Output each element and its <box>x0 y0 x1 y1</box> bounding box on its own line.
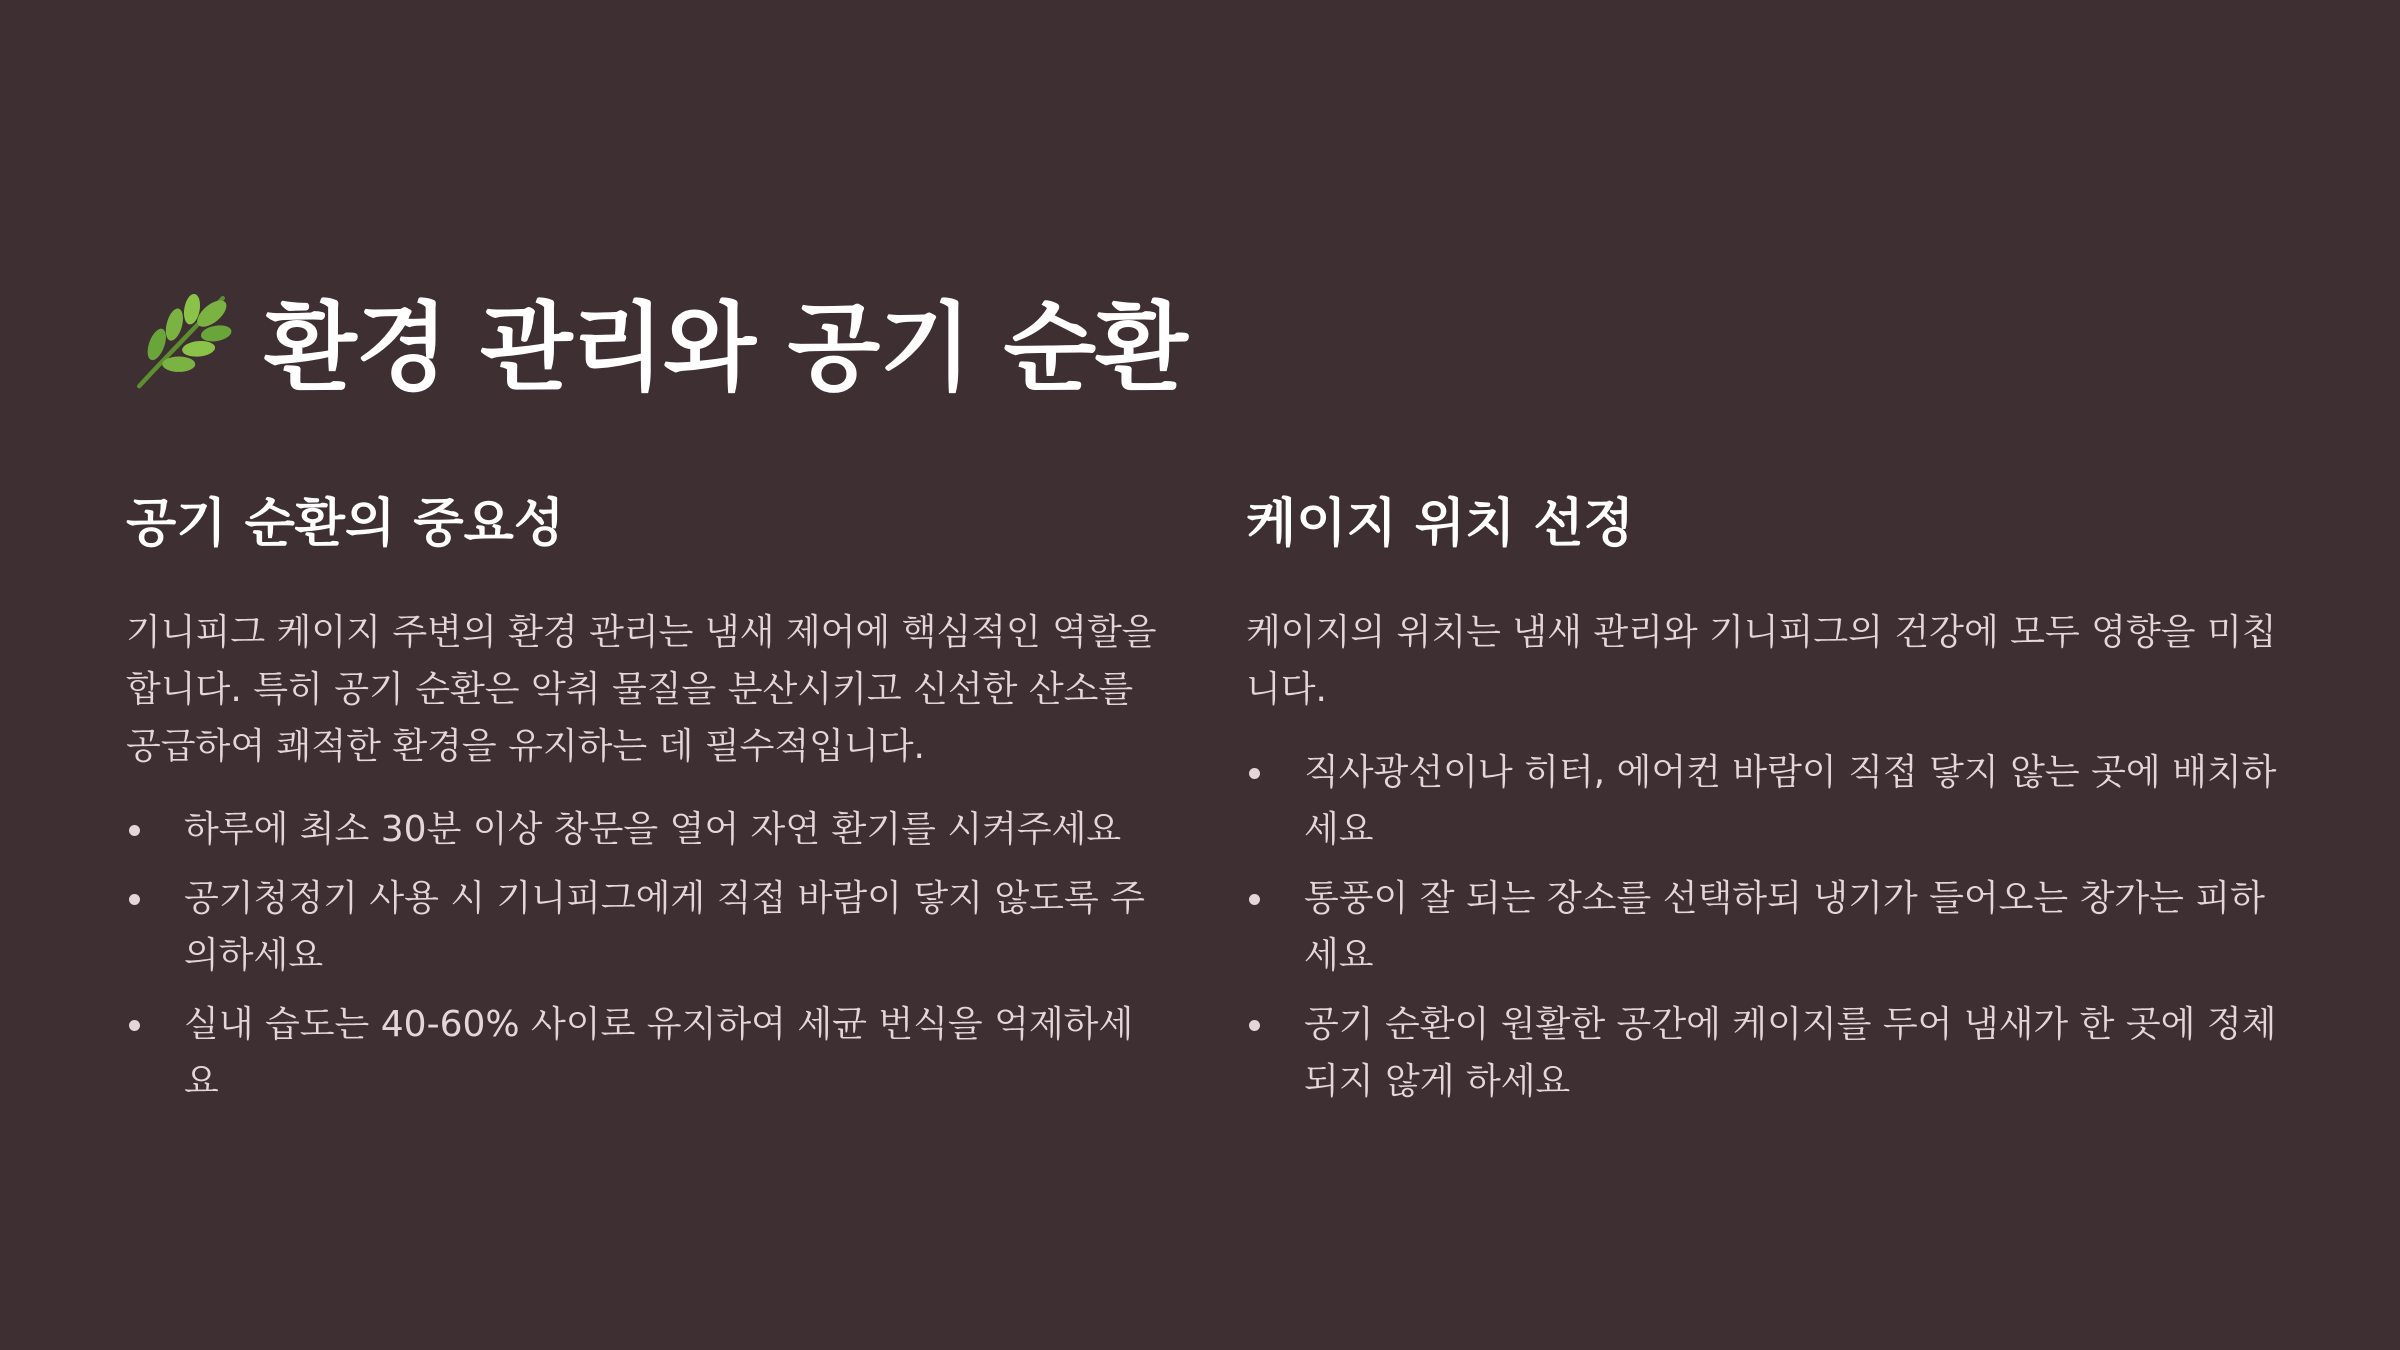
bullet-dot-icon <box>1249 1020 1260 1031</box>
list-item <box>1246 870 2286 984</box>
list-item <box>126 870 1166 984</box>
bullet-dot-icon <box>1249 768 1260 779</box>
list-item <box>1246 744 2286 858</box>
left-column <box>126 488 1166 1122</box>
list-item-text: 공기청정기 사용 시 기니피그에게 직접 바람이 닿지 않도록 주의하세요 <box>184 878 1145 976</box>
list-item-text: 공기 순환이 원활한 공간에 케이지를 두어 냄새가 한 곳에 정체되지 않게 하세요 <box>1304 1004 2277 1102</box>
title-row <box>126 280 1187 404</box>
section-heading-cage-location: 케이지 위치 선정 <box>1246 494 1634 554</box>
bullet-dot-icon <box>1249 894 1260 905</box>
right-column <box>1246 488 2286 1122</box>
list-item-text: 통풍이 잘 되는 장소를 선택하되 냉기가 들어오는 창가는 피하세요 <box>1304 878 2265 976</box>
list-item <box>1246 996 2286 1110</box>
list-item-text: 실내 습도는 40-60% 사이로 유지하여 세균 번식을 억제하세요 <box>184 1004 1134 1102</box>
list-item <box>126 801 1166 858</box>
bullet-dot-icon <box>129 894 140 905</box>
section-body-air-circulation: 기니피그 케이지 주변의 환경 관리는 냄새 제어에 핵심적인 역할을 합니다. 특히 공기 순환은 악취 물질을 분산시키고 신선한 산소를 공급하여 쾌적한 환경을 유지하는 데 필수적입니다. <box>126 612 1157 767</box>
section-body-cage-location: 케이지의 위치는 냄새 관리와 기니피그의 건강에 모두 영향을 미칩니다. <box>1246 612 2277 710</box>
bullet-dot-icon <box>129 1020 140 1031</box>
list-item-text: 하루에 최소 30분 이상 창문을 열어 자연 환기를 시켜주세요 <box>184 809 1122 850</box>
section-heading-air-circulation: 공기 순환의 중요성 <box>126 494 565 554</box>
list-item <box>126 996 1166 1110</box>
page-title: 환경 관리와 공기 순환 <box>264 291 1187 404</box>
herb-leaf-icon <box>126 285 236 395</box>
bullet-list-cage-location <box>1246 744 2286 1110</box>
list-item-text: 직사광선이나 히터, 에어컨 바람이 직접 닿지 않는 곳에 배치하세요 <box>1304 752 2277 850</box>
bullet-dot-icon <box>129 825 140 836</box>
bullet-list-air-circulation <box>126 801 1166 1110</box>
